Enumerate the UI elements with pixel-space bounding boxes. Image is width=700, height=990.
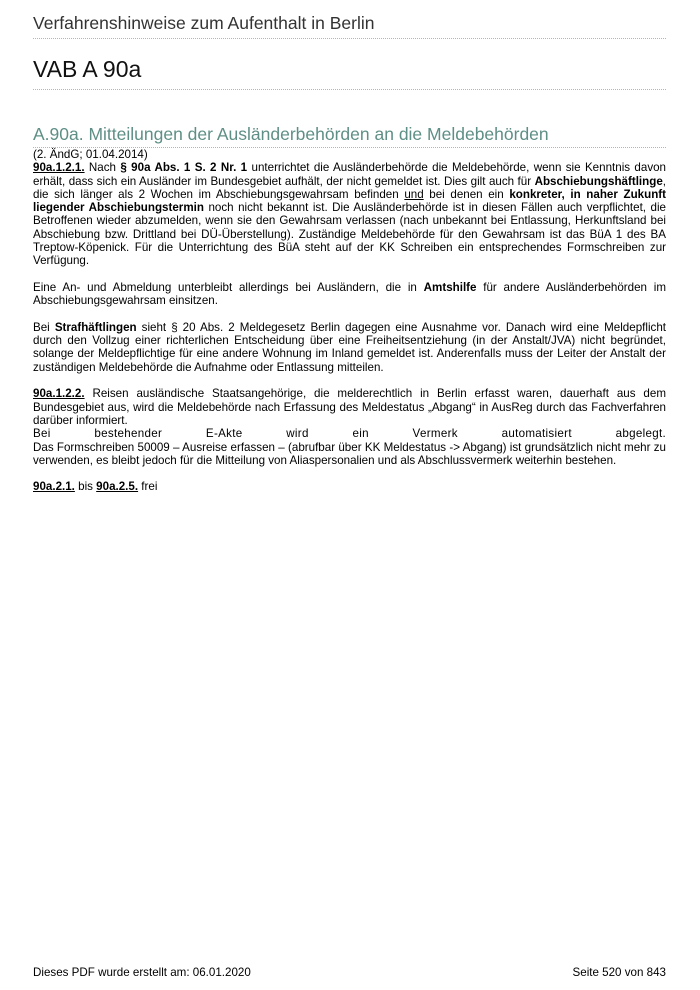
footer-page-number: Seite 520 von 843 (572, 966, 666, 979)
paragraph-amtshilfe: Eine An- und Abmeldung unterbleibt allerdings bei Ausländern, die in Amtshilfe für andere Ausländerbehörden im Abschiebungsgewahrsam einsitzen. (33, 280, 666, 308)
amendment-date: (2. ÄndG; 01.04.2014) (33, 148, 148, 161)
paragraph-number-link[interactable]: 90a.1.2.2. (33, 387, 85, 401)
document-page (33, 0, 666, 494)
paragraph-strafhaeftlinge: Bei Strafhäftlingen sieht § 20 Abs. 2 Meldegesetz Berlin dagegen eine Ausnahme vor. Danach wird eine Meldepflicht durch den Vollzug einer richterlichen Entscheidung über eine Freiheitsentziehung (in der Anstalt/JVA) nicht begründet, solange der Meldepflichtige für eine andere Wohnung im Inland gemeldet ist. Anderenfalls muss der Leiter der Anstalt der zuständigen Meldebehörde die Aufnahme oder Entlassung mitteilen. (33, 320, 666, 374)
paragraph-number-link[interactable]: 90a.2.1. (33, 480, 75, 494)
section-title: A.90a. Mitteilungen der Ausländerbehörden an die Meldebehörden (33, 124, 666, 148)
site-header-title: Verfahrenshinweise zum Aufenthalt in Berlin (33, 13, 666, 39)
document-title: VAB A 90a (33, 56, 666, 90)
paragraph-number-link[interactable]: 90a.2.5. (96, 480, 139, 494)
e-akte-line: Bei bestehender E-Akte wird ein Vermerk automatisiert abgelegt. (33, 427, 666, 441)
paragraph-number-link[interactable]: 90a.1.2.1. (33, 161, 85, 175)
paragraph-90a-1-2-1: 90a.1.2.1. Nach § 90a Abs. 1 S. 2 Nr. 1 unterrichtet die Ausländerbehörde die Meldebehörde, wenn sie Kenntnis davon erhält, dass sich ein Ausländer im Bundesgebiet aufhält, der nicht gemeldet ist. Dies gilt auch für Abschiebungshäftlinge, die sich länger als 2 Wochen im Abschiebungsgewahrsam befinden und bei denen ein konkreter, in naher Zukunft liegender Abschiebungstermin noch nicht bekannt ist. Die Ausländerbehörde ist in diesen Fällen auch verpflichtet, die Betroffenen wieder abzumelden, wenn sie den Gewahrsam verlassen (nach unbekannt bei Entlassung, Herkunftsland bei Abschiebung bzw. Drittland bei DÜ-Überstellung). Zuständige Meldebehörde für den Gewahrsam ist das BüA 1 des BA Treptow-Köpenick. Für die Unterrichtung des BüA steht auf der KK Schreiben ein entsprechendes Formschreiben zur Verfügung. (33, 161, 667, 268)
paragraph-90a-2-frei: 90a.2.1. bis 90a.2.5. frei (33, 480, 158, 494)
formschreiben-line: Das Formschreiben 50009 – Ausreise erfassen – (abrufbar über KK Meldestatus -> Abgang) ist grundsätzlich nicht mehr zu verwenden, es bleibt jedoch für die Mitteilung von Aliaspersonalien und als Abschlussvermerk weiterhin bestehen. (33, 440, 666, 467)
paragraph-90a-1-2-2: 90a.1.2.2. Reisen ausländische Staatsangehörige, die melderechtlich in Berlin erfasst waren, dauerhaft aus dem Bundesgebiet aus, wird die Meldebehörde nach Erfassung des Meldestatus „Abgang“ in AusReg durch das Fachverfahren darüber informiert. (33, 387, 666, 427)
document-body (33, 148, 666, 494)
footer-created-date: Dieses PDF wurde erstellt am: 06.01.2020 (33, 966, 251, 979)
